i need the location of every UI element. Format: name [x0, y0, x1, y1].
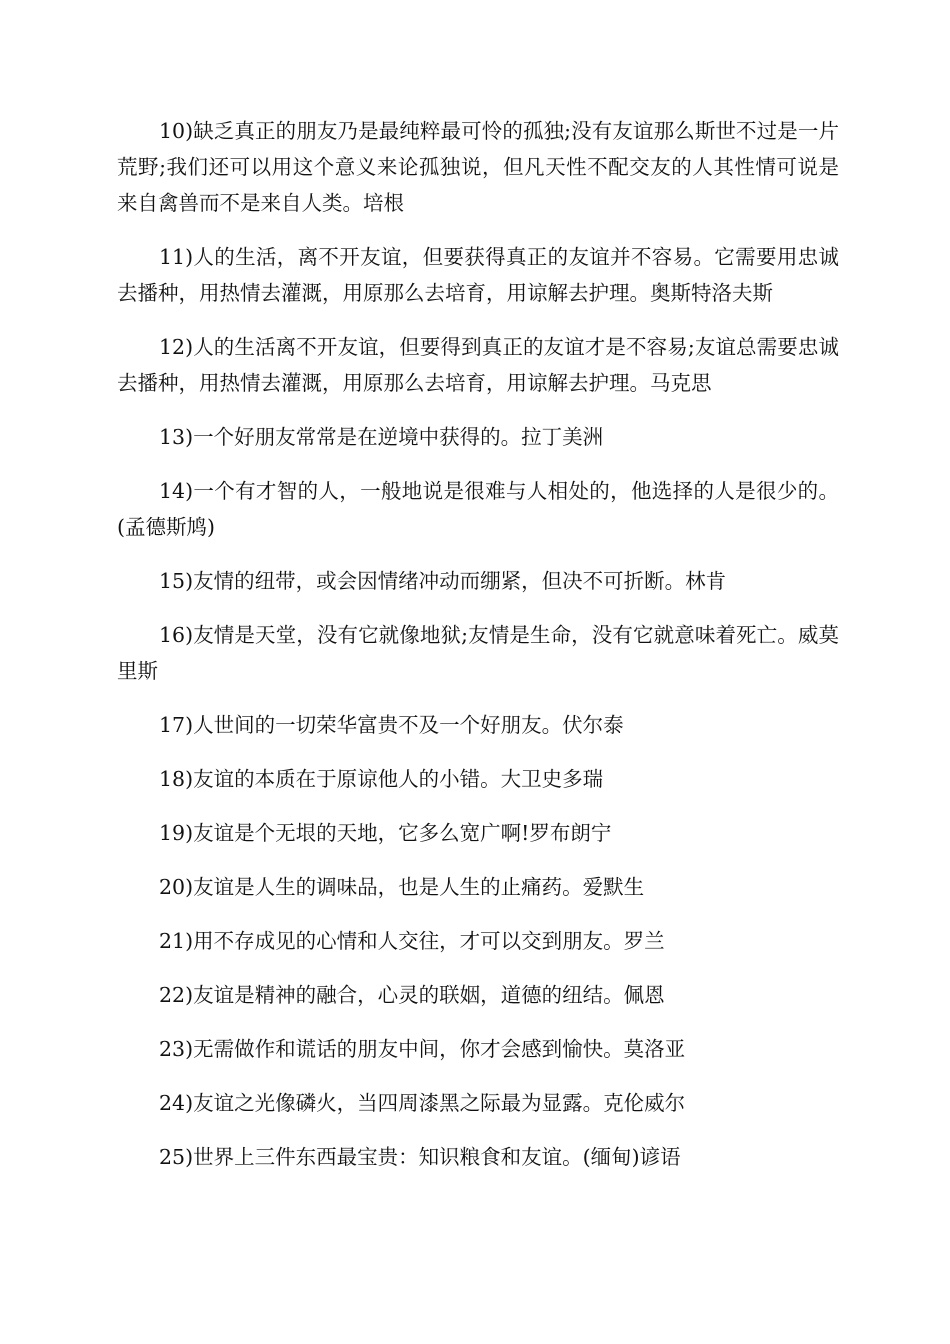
quote-paragraph-13: 13)一个好朋友常常是在逆境中获得的。拉丁美洲 [159, 425, 604, 449]
quote-paragraph-21: 21)用不存成见的心情和人交往，才可以交到朋友。罗兰 [159, 929, 665, 953]
quote-paragraph-22: 22)友谊是精神的融合，心灵的联姻，道德的纽结。佩恩 [159, 983, 665, 1007]
quote-paragraph-20: 20)友谊是人生的调味品，也是人生的止痛药。爱默生 [159, 875, 645, 899]
quote-paragraph-25: 25)世界上三件东西最宝贵：知识粮食和友谊。(缅甸)谚语 [159, 1145, 681, 1169]
quote-paragraph-19: 19)友谊是个无垠的天地，它多么宽广啊!罗布朗宁 [159, 821, 612, 845]
quote-list [117, 113, 839, 1193]
quote-paragraph-10: 10)缺乏真正的朋友乃是最纯粹最可怜的孤独;没有友谊那么斯世不过是一片荒野;我们还可以用这个意义来论孤独说，但凡天性不配交友的人其性情可说是来自禽兽而不是来自人类。培根 [117, 119, 839, 215]
quote-paragraph-18: 18)友谊的本质在于原谅他人的小错。大卫史多瑞 [159, 767, 604, 791]
quote-paragraph-15: 15)友情的纽带，或会因情绪冲动而绷紧，但决不可折断。林肯 [159, 569, 727, 593]
quote-paragraph-23: 23)无需做作和谎话的朋友中间，你才会感到愉快。莫洛亚 [159, 1037, 686, 1061]
quote-paragraph-16: 16)友情是天堂，没有它就像地狱;友情是生命，没有它就意味着死亡。威莫里斯 [117, 623, 839, 683]
quote-paragraph-11: 11)人的生活，离不开友谊，但要获得真正的友谊并不容易。它需要用忠诚去播种，用热情去灌溉，用原那么去培育，用谅解去护理。奥斯特洛夫斯 [117, 245, 839, 305]
quote-paragraph-17: 17)人世间的一切荣华富贵不及一个好朋友。伏尔泰 [159, 713, 624, 737]
quote-paragraph-24: 24)友谊之光像磷火，当四周漆黑之际最为显露。克伦威尔 [159, 1091, 686, 1115]
quote-paragraph-12: 12)人的生活离不开友谊，但要得到真正的友谊才是不容易;友谊总需要忠诚去播种，用热情去灌溉，用原那么去培育，用谅解去护理。马克思 [117, 335, 839, 395]
quote-paragraph-14: 14)一个有才智的人，一般地说是很难与人相处的，他选择的人是很少的。(孟德斯鸠) [117, 479, 839, 539]
